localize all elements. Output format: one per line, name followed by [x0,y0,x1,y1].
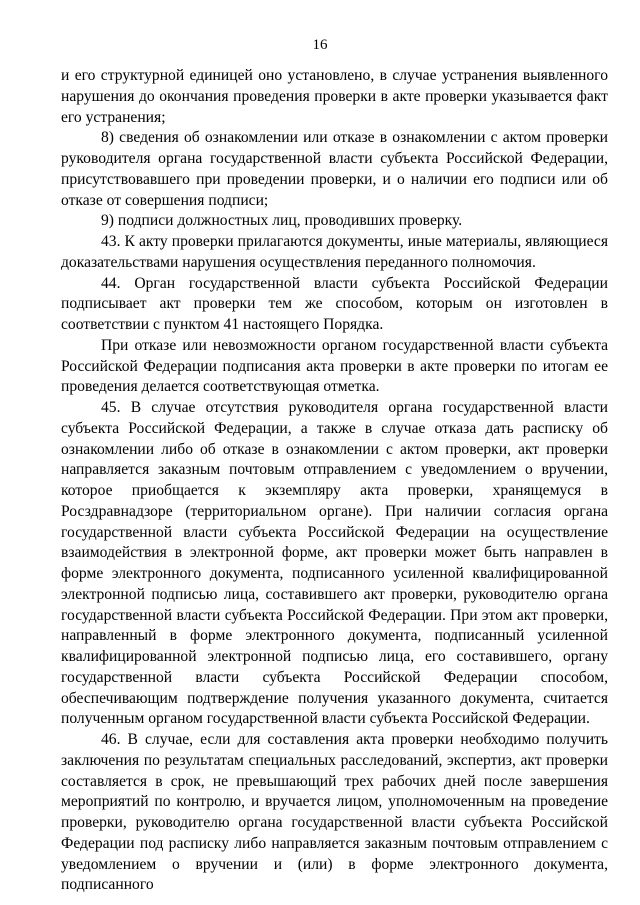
paragraph-44-refusal: При отказе или невозможности органом государственной власти субъекта Российской Федерации подписания акта проверки в акте проверки по итогам ее проведения делается соответствующая отметка. [61,336,608,396]
page-number: 16 [312,37,328,53]
paragraph-46: 46. В случае, если для составления акта проверки необходимо получить заключения по результатам специальных расследований, экспертиз, акт проверки составляется в срок, не превышающий трех рабочих дней после завершения мероприятий по контролю, и вручается лицом, уполномоченным на проведение проверки, руководителю органа государственной власти субъекта Российской Федерации под расписку либо направляется заказным почтовым отправлением с уведомлением о вручении и (или) в форме электронного документа, подписанного [61,731,608,894]
paragraph-item-8: 8) сведения об ознакомлении или отказе в ознакомлении с актом проверки руководителя органа государственной власти субъекта Российской Федерации, присутствовавшего при проведении проверки, и о наличии его подписи или об отказе от совершения подписи; [61,129,608,209]
paragraph-45: 45. В случае отсутствия руководителя органа государственной власти субъекта Российской Федерации, а также в случае отказа дать расписку об ознакомлении либо об отказе в ознакомлении с актом проверки, акт проверки направляется заказным почтовым отправлением с уведомлением о вручении, которое приобщается к экземпляру акта проверки, хранящемуся в Росздравнадзоре (территориальном органе). При наличии согласия органа государственной власти субъекта Российской Федерации на осуществление взаимодействия в электронной форме, акт проверки может быть направлен в форме электронного документа, подписанного усиленной квалифицированной электронной подписью лица, составившего акт проверки, руководителю органа государственной власти субъекта Российской Федерации. При этом акт проверки, направленный в форме электронного документа, подписанный усиленной квалифицированной электронной подписью лица, его составившего, органу государственной власти субъекта Российской Федерации способом, обеспечивающим подтверждение получения указанного документа, считается полученным органом государственной власти субъекта Российской Федерации. [61,399,608,728]
paragraph-item-9: 9) подписи должностных лиц, проводивших проверку. [101,212,463,230]
paragraph-44: 44. Орган государственной власти субъекта Российской Федерации подписывает акт проверки тем же способом, которым он изготовлен в соответствии с пунктом 41 настоящего Порядка. [61,274,608,333]
paragraph-43: 43. К акту проверки прилагаются документы, иные материалы, являющиеся доказательствами нарушения осуществления переданного полномочия. [61,233,608,271]
document-body [61,66,608,896]
paragraph-continuation: и его структурной единицей оно установлено, в случае устранения выявленного нарушения до окончания проведения проверки в акте проверки указывается факт его устранения; [61,67,608,126]
